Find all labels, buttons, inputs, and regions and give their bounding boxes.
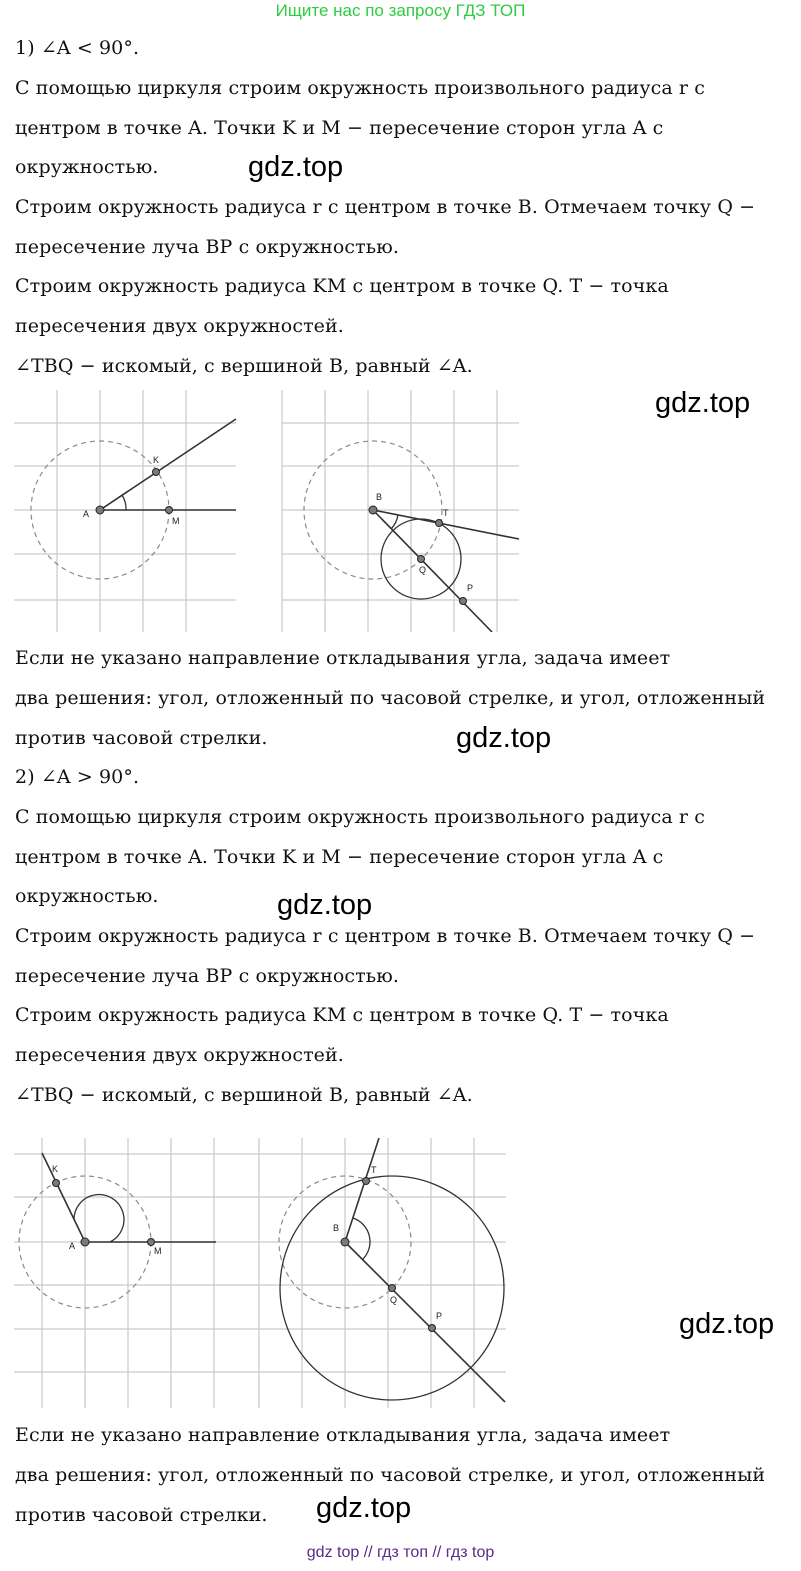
- watermark: gdz.top: [456, 722, 552, 754]
- part1-line-6: Строим окружность радиуса KM с центром в точке Q. T − точка: [15, 275, 669, 297]
- label-b: B: [376, 492, 383, 502]
- label-t: T: [443, 508, 449, 518]
- part1-note-3: против часовой стрелки.: [15, 727, 268, 749]
- part2-line-4: Строим окружность радиуса r с центром в точке B. Отмечаем точку Q −: [15, 925, 756, 947]
- part2-title: 2) ∠A > 90°.: [15, 766, 140, 788]
- label-a: A: [83, 509, 90, 519]
- label-q: Q: [390, 1295, 398, 1305]
- part1-line-7: пересечения двух окружностей.: [15, 315, 344, 337]
- part1-line-2: центром в точке A. Точки K и M − пересечение сторон угла A с: [15, 117, 664, 139]
- part2-line-7: пересечения двух окружностей.: [15, 1044, 344, 1066]
- label-a: A: [69, 1241, 76, 1251]
- watermark: gdz.top: [679, 1308, 775, 1340]
- label-p: P: [436, 1311, 443, 1321]
- ray-bp: [345, 1242, 505, 1402]
- part1-line-8: ∠TBQ − искомый, с вершиной B, равный ∠A.: [15, 355, 473, 377]
- part2-line-3: окружностью.: [15, 885, 159, 907]
- top-banner[interactable]: Ищите нас по запросу ГДЗ ТОП: [275, 1, 526, 20]
- point-k: [153, 469, 160, 476]
- point-t: [436, 520, 443, 527]
- part1-line-5: пересечение луча BP с окружностью.: [15, 236, 399, 258]
- ray-ak: [100, 419, 236, 510]
- point-q: [418, 556, 425, 563]
- label-p: P: [467, 583, 474, 593]
- part1-title: 1) ∠A < 90°.: [15, 37, 140, 59]
- point-a: [81, 1238, 89, 1246]
- point-t: [363, 1178, 370, 1185]
- label-q: Q: [419, 565, 427, 575]
- label-k: K: [52, 1164, 59, 1174]
- label-b: B: [333, 1223, 340, 1233]
- point-k: [53, 1180, 60, 1187]
- part2-note-1: Если не указано направление откладывания угла, задача имеет: [15, 1424, 671, 1446]
- footer-links[interactable]: gdz top // гдз топ // гдз top: [306, 1544, 495, 1561]
- watermark: gdz.top: [277, 889, 373, 921]
- point-p: [460, 598, 467, 605]
- part2-line-2: центром в точке A. Точки K и M − пересечение сторон угла A с: [15, 846, 664, 868]
- point-q: [389, 1285, 396, 1292]
- part1-line-3: окружностью.: [15, 156, 159, 178]
- label-t: T: [371, 1165, 377, 1175]
- point-p: [429, 1325, 436, 1332]
- grid-lines: [14, 1138, 506, 1408]
- part1-note-1: Если не указано направление откладывания угла, задача имеет: [15, 647, 671, 669]
- point-a: [96, 506, 104, 514]
- figure-1: [14, 390, 524, 632]
- part2-note-3: против часовой стрелки.: [15, 1504, 268, 1526]
- label-k: K: [153, 455, 160, 465]
- angle-arc-a: [122, 495, 126, 510]
- part2-line-6: Строим окружность радиуса KM с центром в точке Q. T − точка: [15, 1004, 669, 1026]
- angle-arc-b: [353, 1218, 370, 1260]
- point-b: [341, 1238, 349, 1246]
- part2-line-8: ∠TBQ − искомый, с вершиной B, равный ∠A.: [15, 1084, 473, 1106]
- label-m: M: [154, 1246, 162, 1256]
- part2-line-5: пересечение луча BP с окружностью.: [15, 965, 399, 987]
- watermark: gdz.top: [316, 1492, 412, 1524]
- watermark: gdz.top: [248, 151, 344, 183]
- point-m: [148, 1239, 155, 1246]
- figure-2: [14, 1138, 506, 1408]
- label-m: M: [172, 516, 180, 526]
- part1-line-4: Строим окружность радиуса r с центром в точке B. Отмечаем точку Q −: [15, 196, 756, 218]
- part1-line-1: С помощью циркуля строим окружность произвольного радиуса r с: [15, 77, 705, 99]
- watermark: gdz.top: [655, 387, 751, 419]
- part2-line-1: С помощью циркуля строим окружность произвольного радиуса r с: [15, 806, 705, 828]
- point-b: [369, 506, 377, 514]
- part2-note-2: два решения: угол, отложенный по часовой стрелке, и угол, отложенный: [15, 1464, 766, 1486]
- point-m: [166, 507, 173, 514]
- part1-note-2: два решения: угол, отложенный по часовой стрелке, и угол, отложенный: [15, 687, 766, 709]
